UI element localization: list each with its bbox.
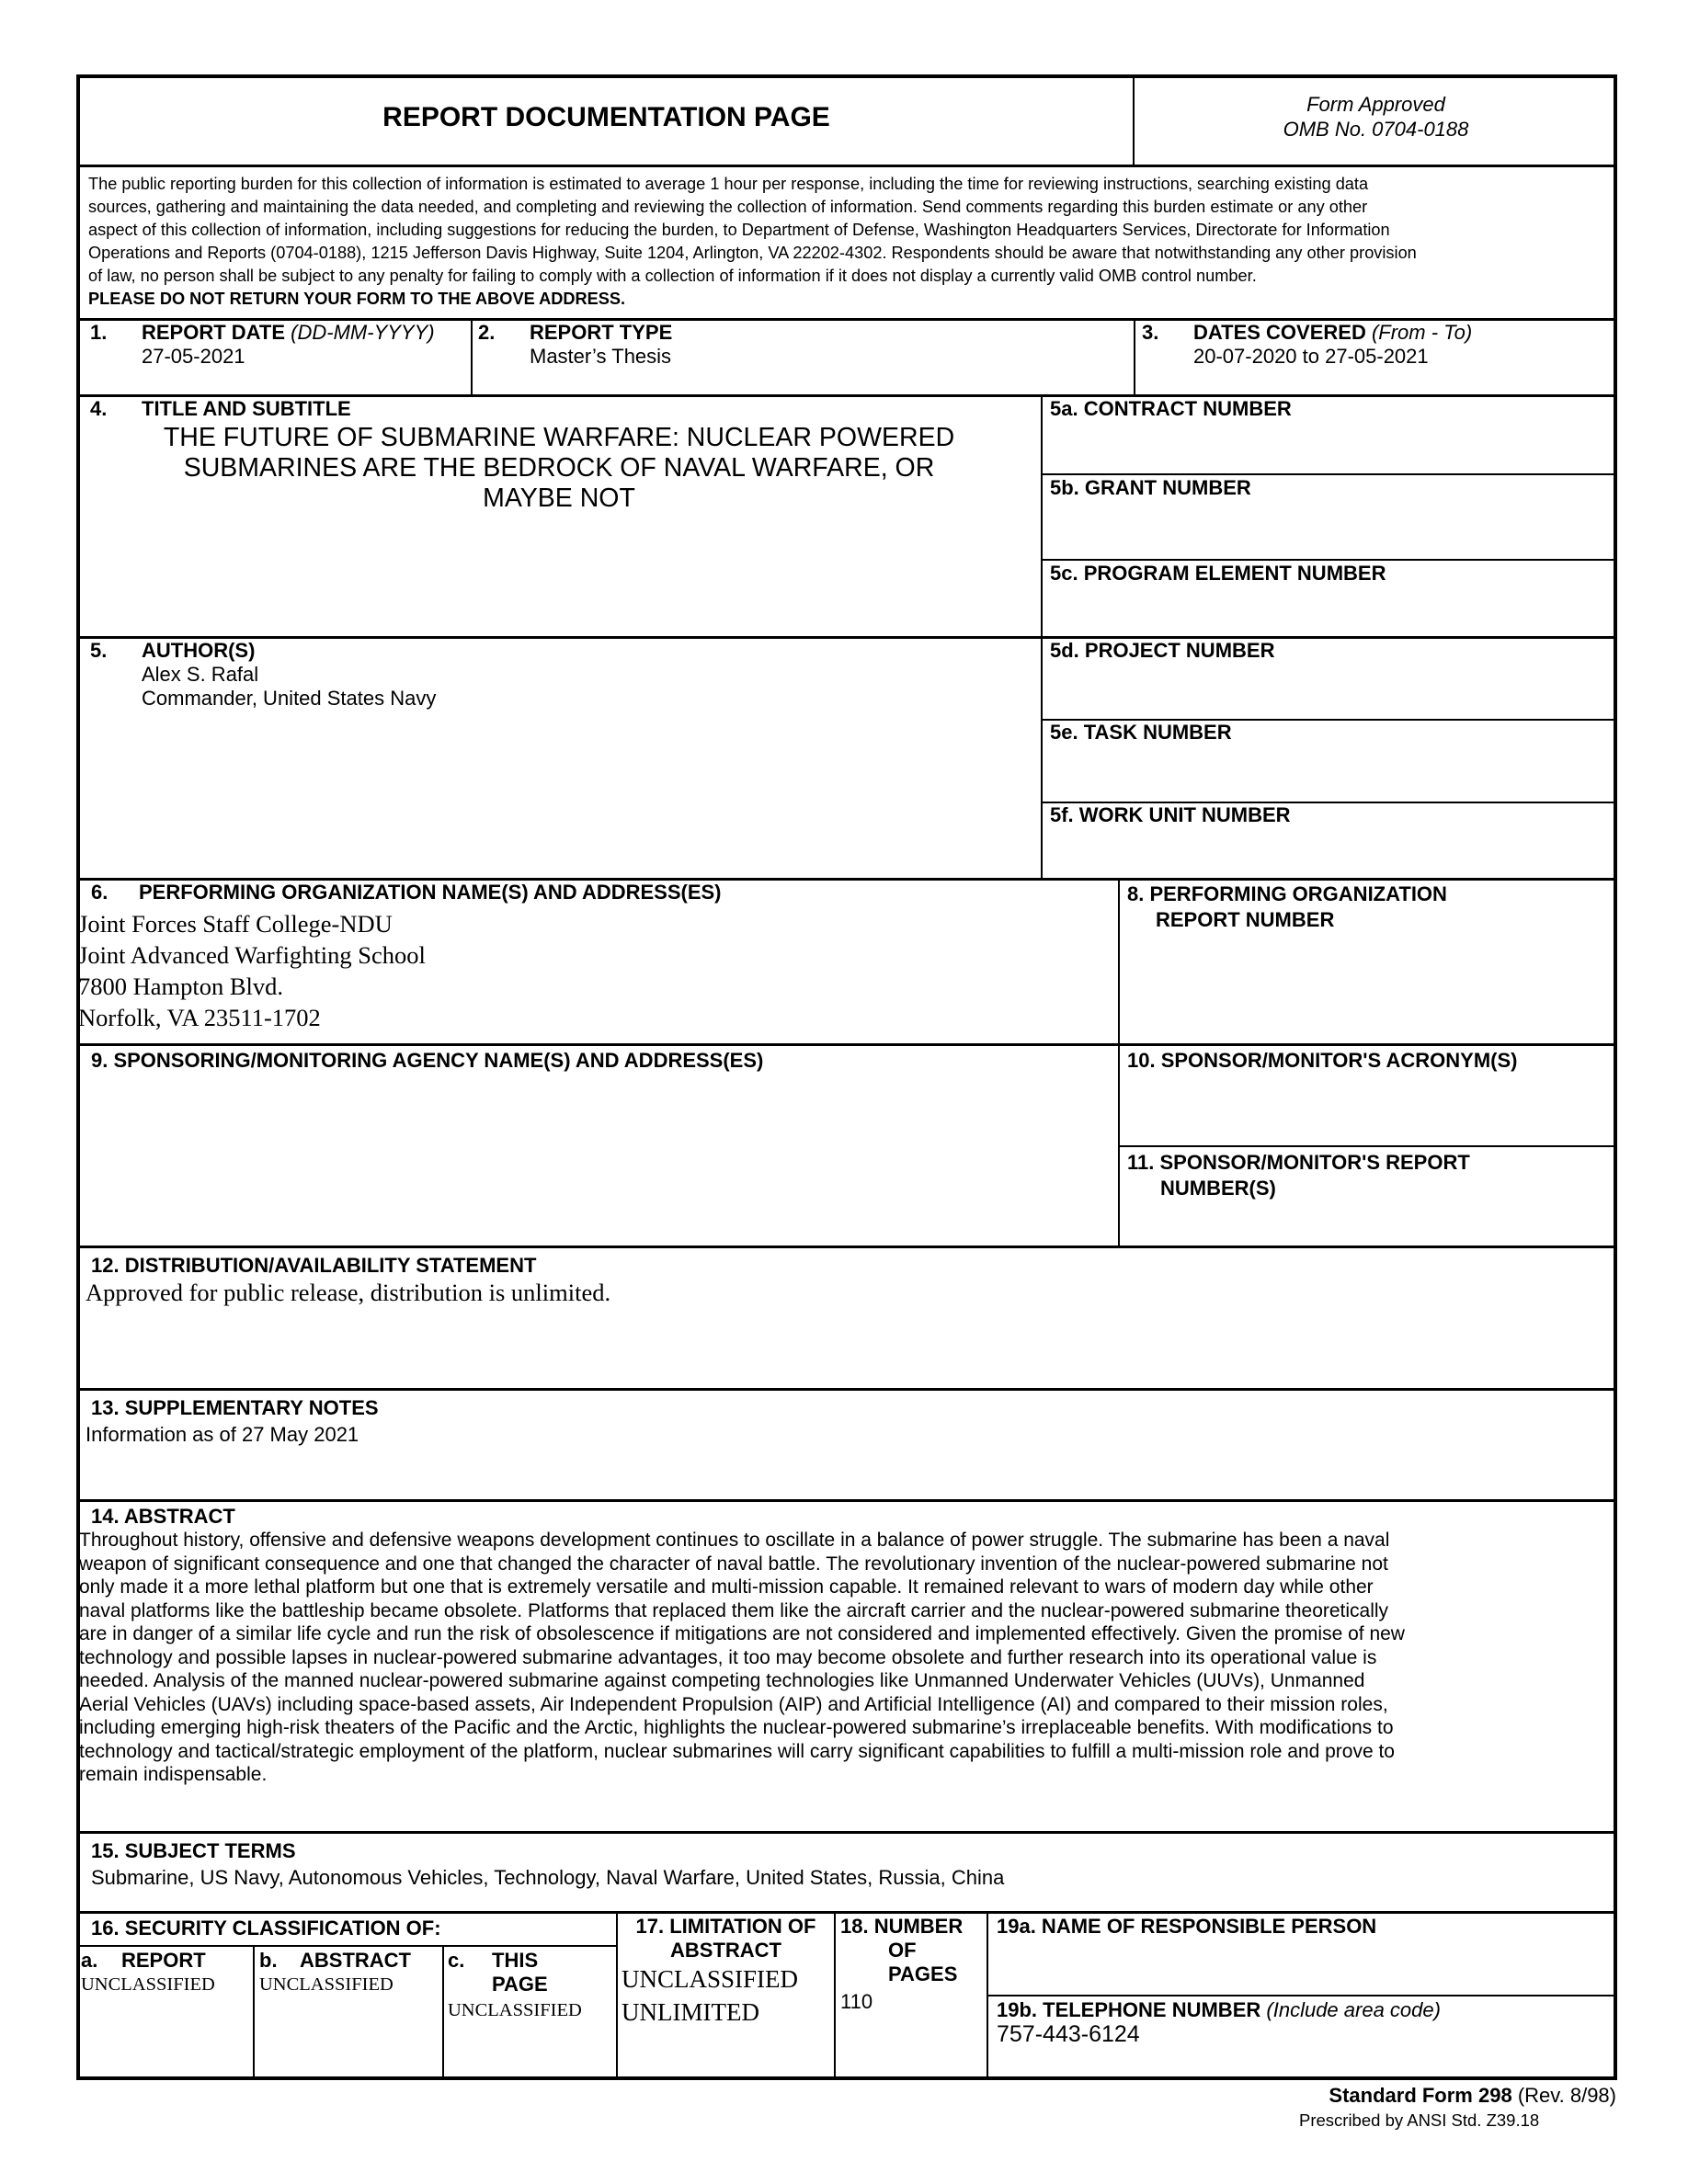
field-number: 1.: [90, 321, 108, 344]
field-number-of-pages[interactable]: [837, 1915, 986, 2078]
field-label: REPORT TYPE: [530, 321, 673, 344]
field-label: REPORT DATE: [142, 321, 286, 344]
form-approved-label: Form Approved: [1306, 93, 1445, 116]
divider: [1041, 395, 1043, 879]
limitation-value: UNLIMITED: [622, 1998, 759, 2026]
divider: [76, 1945, 616, 1947]
report-date-value: 27-05-2021: [142, 345, 245, 368]
divider: [76, 1043, 1617, 1046]
field-sponsor-acronym[interactable]: 10. SPONSOR/MONITOR'S ACRONYM(S): [1127, 1049, 1518, 1072]
security-classification-label: 16. SECURITY CLASSIFICATION OF:: [91, 1917, 441, 1939]
page-title: REPORT DOCUMENTATION PAGE: [382, 102, 830, 132]
field-label: 15. SUBJECT TERMS: [91, 1839, 296, 1862]
divider: [1134, 319, 1135, 395]
field-hint: (DD-MM-YYYY): [291, 321, 435, 344]
abstract-line: needed. Analysis of the manned nuclear-powered submarine against competing technologies like Unmanned Underwater Vehicles (UUVs), Unmanned: [79, 1670, 1365, 1691]
field-label: 8. PERFORMING ORGANIZATION: [1127, 882, 1447, 905]
field-title[interactable]: [90, 397, 1037, 636]
field-label: 18. NUMBER: [840, 1915, 964, 1938]
abstract-line: are in danger of a similar life cycle and run the risk of obsolescence if mitigations are not considered and implemented effectively. Given the promise of new: [79, 1623, 1405, 1644]
abstract-line: remain indispensable.: [79, 1764, 268, 1785]
author-rank: Commander, United States Navy: [142, 687, 437, 710]
burden-line: Operations and Reports (0704-0188), 1215 Jefferson Davis Highway, Suite 1204, Arlington, VA 22202-4302. Respondents should be aware that notwithstanding any other provision: [88, 244, 1417, 262]
field-report-type[interactable]: [478, 321, 1122, 394]
return-warning: PLEASE DO NOT RETURN YOUR FORM TO THE ABOVE ADDRESS.: [88, 290, 626, 308]
field-subject-terms[interactable]: [81, 1834, 1607, 1910]
field-label: REPORT: [121, 1949, 206, 1972]
field-label: 19b. TELEPHONE NUMBER: [997, 1998, 1261, 2021]
field-number: 3.: [1142, 321, 1159, 344]
field-label: PAGES: [888, 1962, 958, 1985]
field-label: 11. SPONSOR/MONITOR'S REPORT: [1127, 1151, 1470, 1174]
divider: [471, 319, 473, 395]
classification-abstract-value: UNCLASSIFIED: [259, 1974, 393, 1995]
field-authors[interactable]: [90, 639, 1037, 876]
field-label: NUMBER(S): [1160, 1177, 1276, 1200]
divider: [987, 1995, 1617, 1996]
report-type-value: Master’s Thesis: [530, 345, 672, 368]
field-supplementary-notes[interactable]: [81, 1391, 1607, 1497]
supplementary-notes-value: Information as of 27 May 2021: [86, 1423, 359, 1446]
classification-this-page-value: UNCLASSIFIED: [448, 2000, 582, 2020]
divider: [616, 1912, 618, 2080]
field-label: 13. SUPPLEMENTARY NOTES: [91, 1396, 379, 1419]
field-distribution[interactable]: [81, 1248, 1607, 1386]
field-dates-covered[interactable]: [1142, 321, 1611, 394]
burden-line: aspect of this collection of information, including suggestions for reducing the burden, to Department of Defense, Washington Headquarters Services, Directorate for Information: [88, 221, 1390, 239]
divider: [834, 1912, 836, 2080]
title-line: SUBMARINES ARE THE BEDROCK OF NAVAL WARFARE, OR: [183, 453, 935, 483]
abstract-line: weapon of significant consequence and one that changed the character of naval battle. The revolutionary invention of the nuclear-powered submarine not: [79, 1553, 1388, 1575]
divider: [1041, 473, 1617, 475]
distribution-value: Approved for public release, distribution is unlimited.: [86, 1279, 611, 1306]
field-letter: a.: [81, 1949, 98, 1972]
divider: [1118, 879, 1120, 1246]
burden-line: of law, no person shall be subject to any penalty for failing to comply with a collection of information if it does not display a currently valid OMB control number.: [88, 267, 1257, 285]
field-classification-this-page[interactable]: [448, 1949, 615, 2077]
burden-statement: [88, 173, 1605, 311]
field-label: 14. ABSTRACT: [91, 1505, 235, 1528]
field-label: AUTHOR(S): [142, 639, 256, 662]
field-classification-abstract[interactable]: [259, 1949, 441, 2077]
field-abstract[interactable]: [79, 1502, 1614, 1829]
abstract-line: Aerial Vehicles (UAVs) including space-based assets, Air Independent Propulsion (AIP) and Artificial Intelligence (AI) and compared to their mission roles,: [79, 1693, 1388, 1715]
field-sponsor-report-number[interactable]: [1127, 1149, 1613, 1245]
field-label: 17. LIMITATION OF: [635, 1915, 816, 1938]
title-line: MAYBE NOT: [483, 483, 635, 513]
field-classification-report[interactable]: [81, 1949, 252, 2077]
field-responsible-person[interactable]: 19a. NAME OF RESPONSIBLE PERSON: [997, 1915, 1377, 1938]
limitation-value: UNCLASSIFIED: [622, 1965, 799, 1993]
abstract-line: technology and tactical/strategic employment of the platform, nuclear submarines will carry significant capabilities to fulfill a multi-mission role and prove to: [79, 1740, 1395, 1762]
field-label: OF: [888, 1939, 917, 1962]
field-task-number[interactable]: 5e. TASK NUMBER: [1050, 721, 1232, 744]
field-label: ABSTRACT: [670, 1939, 781, 1962]
number-of-pages-value: 110: [840, 1990, 873, 2013]
field-label: THIS: [492, 1949, 539, 1972]
field-label: TITLE AND SUBTITLE: [142, 397, 351, 420]
field-hint: (Include area code): [1266, 1998, 1441, 2021]
field-limitation-of-abstract[interactable]: [619, 1915, 833, 2078]
classification-report-value: UNCLASSIFIED: [81, 1974, 215, 1995]
title-value: [90, 423, 1028, 514]
field-label: PAGE: [492, 1973, 548, 1996]
field-performing-org-report-number[interactable]: [1127, 881, 1613, 1042]
field-telephone[interactable]: [997, 1998, 1613, 2077]
title-line: THE FUTURE OF SUBMARINE WARFARE: NUCLEAR POWERED: [163, 423, 955, 452]
field-label: 12. DISTRIBUTION/AVAILABILITY STATEMENT: [91, 1254, 537, 1277]
field-letter: b.: [259, 1949, 278, 1972]
field-program-element-number[interactable]: 5c. PROGRAM ELEMENT NUMBER: [1050, 562, 1386, 585]
prescribed-by: Prescribed by ANSI Std. Z39.18: [1299, 2110, 1540, 2130]
field-label: ABSTRACT: [300, 1949, 411, 1972]
field-label: REPORT NUMBER: [1156, 908, 1335, 931]
performing-org-address: [78, 908, 1115, 1033]
address-line: Joint Advanced Warfighting School: [78, 941, 426, 969]
divider: [987, 1912, 988, 2080]
abstract-text: [79, 1529, 1614, 1787]
field-number: 5.: [90, 639, 108, 662]
abstract-line: Throughout history, offensive and defensive weapons development continues to oscillate in a balance of power struggle. The submarine has been a naval: [79, 1530, 1390, 1551]
abstract-line: technology and possible lapses in nuclear-powered submarine advantages, it too may become obsolete and further research into its operational value is: [79, 1646, 1377, 1668]
field-number: 4.: [90, 397, 108, 420]
field-letter: c.: [448, 1949, 465, 1972]
field-number: 2.: [478, 321, 496, 344]
omb-number: OMB No. 0704-0188: [1283, 118, 1469, 141]
field-performing-org[interactable]: [78, 881, 1115, 1042]
abstract-line: including emerging high-risk theaters of the Pacific and the Arctic, highlights the nuclear-powered submarine’s irreplaceable benefits. With modifications to: [79, 1717, 1394, 1738]
divider: [253, 1946, 255, 2080]
abstract-line: only made it a more lethal platform but one that is extremely versatile and multi-mission capable. It remained relevant to wars of modern day while other: [79, 1576, 1374, 1598]
field-hint: (From - To): [1371, 321, 1473, 344]
divider: [76, 165, 1617, 167]
field-report-date[interactable]: [90, 321, 467, 394]
form-revision: (Rev. 8/98): [1517, 2084, 1616, 2107]
field-label: DATES COVERED: [1193, 321, 1366, 344]
divider: [442, 1946, 444, 2080]
field-label: PERFORMING ORGANIZATION NAME(S) AND ADDRESS(ES): [139, 881, 722, 904]
form-name: Standard Form 298: [1329, 2084, 1512, 2107]
abstract-line: naval platforms like the battleship became obsolete. Platforms that replaced them like the aircraft carrier and the nuclear-powered submarine theoretically: [79, 1599, 1389, 1621]
divider: [1041, 559, 1617, 561]
field-sponsoring-agency[interactable]: 9. SPONSORING/MONITORING AGENCY NAME(S) AND ADDRESS(ES): [91, 1049, 764, 1072]
dates-covered-value: 20-07-2020 to 27-05-2021: [1193, 345, 1429, 368]
field-work-unit-number[interactable]: 5f. WORK UNIT NUMBER: [1050, 803, 1291, 826]
field-project-number[interactable]: 5d. PROJECT NUMBER: [1050, 639, 1275, 662]
divider: [1118, 1145, 1617, 1147]
subject-terms-value: Submarine, US Navy, Autonomous Vehicles, Technology, Naval Warfare, United States, Russia, China: [91, 1866, 1005, 1889]
field-grant-number[interactable]: 5b. GRANT NUMBER: [1050, 476, 1251, 499]
burden-line: The public reporting burden for this collection of information is estimated to average 1 hour per response, including the time for reviewing instructions, searching existing data: [88, 175, 1369, 193]
field-number: 6.: [91, 881, 108, 904]
field-contract-number[interactable]: 5a. CONTRACT NUMBER: [1050, 397, 1292, 420]
telephone-value: 757-443-6124: [997, 2021, 1140, 2047]
form-footer: [1195, 2083, 1616, 2109]
author-name: Alex S. Rafal: [142, 663, 259, 686]
address-line: 7800 Hampton Blvd.: [78, 973, 284, 1000]
divider: [76, 1911, 1617, 1914]
burden-line: sources, gathering and maintaining the data needed, and completing and reviewing the collection of information. Send comments regarding this burden estimate or any other: [88, 198, 1368, 216]
address-line: Norfolk, VA 23511-1702: [78, 1004, 321, 1031]
address-line: Joint Forces Staff College-NDU: [78, 910, 393, 938]
